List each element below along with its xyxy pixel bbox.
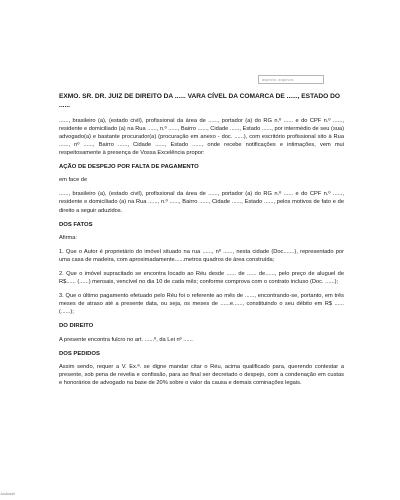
afirma-text: Afirma: (59, 234, 78, 241)
pedidos-paragraph: Assim sendo, requer a V. Ex.ª. se digne mandar citar o Réu, acima qualificado para, querendo contestar a presente, sob pena de revelia e confissão, para ao final ser decretado o despejo, com a condenação em custas e honorários de advogado na base de 20% sobre o valor da causa e demais cominações legais. (59, 363, 344, 386)
fato-1-paragraph: 1. Que o Autor é proprietário do imóvel situado na rua ......, nº ......, nesta cidade (Doc.......), representado por uma casa de madeira, com aproximadamente......metros quadros de área construída; (59, 248, 344, 263)
direito-title: DO DIREITO (59, 323, 94, 330)
fatos-title: DOS FATOS (59, 221, 93, 228)
document-body (59, 93, 344, 393)
document-heading: EXMO. SR. DR. JUIZ DE DIREITO DA ...... VARA CÍVEL DA COMARCA DE ......, ESTADO DO ...... (59, 93, 340, 109)
fato-2-paragraph: 2. Que o imóvel supracitado se encontra locado ao Réu desde ...... de ...... de......, pelo preço de aluguel de R$...... (......) mensais, vencível no dia 10 de cada mês; conforme comprova com o contrato incluso (Doc. ......); (59, 271, 344, 286)
action-title: AÇÃO DE DESPEJO POR FALTA DE PAGAMENTO (59, 164, 199, 171)
document-stamp: aspecto: arquivos (258, 75, 324, 84)
em-face-text: em face de (59, 177, 88, 184)
direito-paragraph: A presente encontra fulcro no art. ......º, da Lei nº ...... (59, 336, 193, 343)
pedidos-title: DOS PEDIDOS (59, 350, 100, 357)
fato-3-paragraph: 3. Que o último pagamento efetuado pelo Réu foi o referente ao mês de ......, encontrando-se, portanto, em três meses de atraso até a presente data, ou seja, os meses de ......e......, constituindo o seu débito em R$ ...... (......); (59, 293, 344, 316)
watermark-text: Jusbrasil (0, 492, 15, 496)
defendant-paragraph: ......, brasileiro (a), (estado civil), profissional da área de ......, portador (a) do RG n.º ...... e do CPF n.º ......, residente e domiciliado (a) na Rua ......, n.º ......, Bairro ......, Cidade ......, Estado ......, pelos motivos de fato e de direito a seguir aduzidos. (59, 191, 344, 214)
intro-paragraph: ......, brasileiro (a), (estado civil), profissional da área de ......, portador (a) do RG n.º ...... e do CPF n.º ......, residente e domiciliado (a) na Rua ......, n.º ......, Bairro ......, Cidade ......, Estado ......, por intermédio de seu (sua) advogado(a) e bastante procurador(a) (procuração em anexo - doc. ......), com escritório profissional sito à Rua ......, nº ......, Bairro ......, Cidade ......, Estado ......, onde recebe notificações e intimações, vem mui respeitosamente à presença de Vossa Excelência propor: (59, 117, 345, 157)
